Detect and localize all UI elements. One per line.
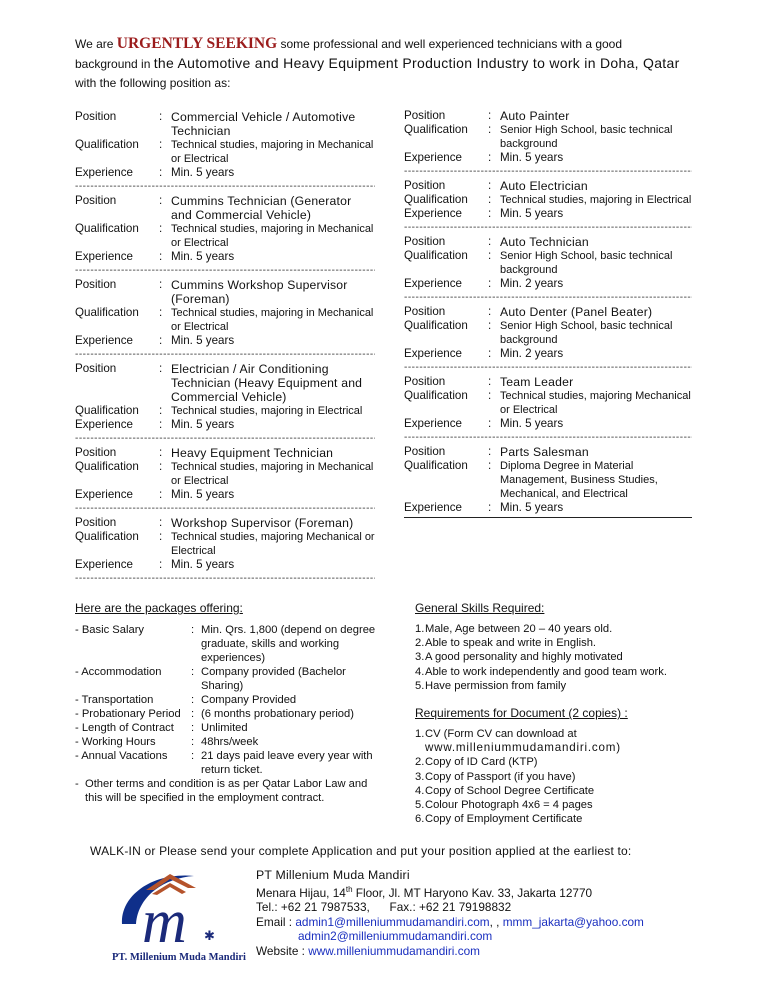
position-value: Parts Salesman xyxy=(500,445,589,459)
email-link-1[interactable]: admin1@milleniummudamandiri.com xyxy=(295,914,490,929)
logo-caption: PT. Millenium Muda Mandiri xyxy=(112,952,246,963)
package-item xyxy=(75,749,387,777)
qualification-label: Qualification xyxy=(75,530,139,543)
experience-value: Min. 5 years xyxy=(171,334,235,347)
website-line xyxy=(256,944,726,959)
skills-list xyxy=(415,622,715,693)
cv-download-link[interactable]: www.milleniummudamandiri.com) xyxy=(425,741,621,755)
company-address: Menara Hijau, 14th Floor, Jl. MT Haryono Kav. 33, Jakarta 12770 xyxy=(256,884,593,900)
qualification-row xyxy=(404,193,692,207)
package-value: Company provided (Bachelor Sharing) xyxy=(201,666,346,692)
dashed-divider xyxy=(75,432,375,446)
colon: : xyxy=(159,404,163,417)
qualification-value: Senior High School, basic technical background xyxy=(500,124,673,150)
position-label: Position xyxy=(404,235,446,248)
package-value: 48hrs/week xyxy=(201,736,259,748)
experience-row xyxy=(75,166,375,180)
job-entry xyxy=(404,445,692,515)
positions-right-column xyxy=(404,109,692,518)
package-value: 21 days paid leave every year with return ticket. xyxy=(201,750,373,776)
logo-letter: m xyxy=(142,888,187,956)
position-label: Position xyxy=(75,110,117,123)
colon: : xyxy=(488,179,492,192)
position-value: Cummins Technician (Generator and Commercial Vehicle) xyxy=(171,194,352,222)
qualification-value: Technical studies, majoring in Mechanical or Electrical xyxy=(171,223,374,249)
colon: : xyxy=(488,375,492,388)
package-item xyxy=(75,735,387,749)
dashed-divider xyxy=(404,361,692,375)
colon: : xyxy=(488,235,492,248)
qualification-label: Qualification xyxy=(75,306,139,319)
document-number: 6. xyxy=(415,813,425,826)
position-value: Commercial Vehicle / Automotive Technician xyxy=(171,110,356,138)
phone-label: Tel.: xyxy=(256,900,281,915)
experience-label: Experience xyxy=(75,558,134,571)
colon: : xyxy=(159,110,163,123)
experience-value: Min. 5 years xyxy=(500,151,564,164)
package-key: - Annual Vacations xyxy=(75,750,168,762)
packages-list xyxy=(75,623,387,777)
note-dash: - xyxy=(75,778,79,790)
qualification-value: Technical studies, majoring in Mechanical or Electrical xyxy=(171,461,374,487)
qualification-label: Qualification xyxy=(75,404,139,417)
dashed-divider xyxy=(75,180,375,194)
position-row xyxy=(75,362,375,404)
experience-row xyxy=(404,277,692,291)
position-row xyxy=(404,305,692,319)
qualification-row xyxy=(404,249,692,277)
position-value: Auto Electrician xyxy=(500,179,588,193)
colon: : xyxy=(159,460,163,473)
colon: : xyxy=(191,750,195,762)
fax-label: Fax.: xyxy=(389,900,419,915)
position-label: Position xyxy=(404,375,446,388)
urgent-headline: URGENTLY SEEKING xyxy=(116,35,278,52)
qualification-label: Qualification xyxy=(404,389,468,402)
experience-label: Experience xyxy=(75,166,134,179)
colon: : xyxy=(159,250,163,263)
position-label: Position xyxy=(75,446,117,459)
qualification-row xyxy=(404,123,692,151)
job-entry xyxy=(404,109,692,165)
document-number: 5. xyxy=(415,799,425,812)
position-label: Position xyxy=(75,362,117,375)
colon: : xyxy=(488,207,492,220)
colon: : xyxy=(191,666,195,678)
dashed-divider xyxy=(75,264,375,278)
document-item xyxy=(415,784,715,798)
qualification-row xyxy=(75,460,375,488)
position-row xyxy=(75,278,375,306)
qualification-label: Qualification xyxy=(404,459,468,472)
colon: : xyxy=(159,530,163,543)
colon: : xyxy=(488,501,492,514)
walkin-text: or Please send your complete Application and put your position applied at the earliest to: xyxy=(140,844,632,858)
qualification-row xyxy=(75,222,375,250)
logo-graphic xyxy=(112,866,252,966)
position-row xyxy=(404,445,692,459)
note-text: Other terms and condition is as per Qatar Labor Law and this will be specified in the employment contract. xyxy=(85,778,368,804)
position-label: Position xyxy=(404,109,446,122)
job-entry xyxy=(75,278,375,348)
job-entry xyxy=(75,362,375,432)
position-value: Workshop Supervisor (Foreman) xyxy=(171,516,354,530)
qualification-row xyxy=(404,389,692,417)
walkin-line xyxy=(90,843,710,859)
colon: : xyxy=(159,166,163,179)
colon: : xyxy=(488,193,492,206)
document-number: 3. xyxy=(415,770,425,783)
phone-fax-line xyxy=(256,900,726,915)
experience-value: Min. 2 years xyxy=(500,277,564,290)
job-entry xyxy=(404,305,692,361)
qualification-value: Senior High School, basic technical background xyxy=(500,250,673,276)
position-label: Position xyxy=(404,305,446,318)
position-value: Team Leader xyxy=(500,375,574,389)
position-value: Electrician / Air Conditioning Technician (Heavy Equipment and Commercial Vehicle) xyxy=(171,362,363,404)
documents-list-rest xyxy=(415,755,715,826)
skill-item xyxy=(415,650,715,664)
position-value: Auto Painter xyxy=(500,109,570,123)
positions-left-column xyxy=(75,110,375,586)
colon: : xyxy=(159,194,163,207)
colon: : xyxy=(488,109,492,122)
job-entry xyxy=(404,179,692,221)
package-value: Company Provided xyxy=(201,694,297,706)
document-item-text: CV (Form CV can download at xyxy=(425,728,577,741)
email-line-2 xyxy=(256,929,726,944)
qualification-value: Technical studies, majoring Mechanical or Electrical xyxy=(500,390,691,416)
job-entry xyxy=(404,375,692,431)
dashed-divider xyxy=(75,502,375,516)
colon: : xyxy=(488,249,492,262)
company-logo xyxy=(112,866,252,966)
qualification-value: Senior High School, basic technical background xyxy=(500,320,673,346)
package-key: - Transportation xyxy=(75,694,154,706)
email-link-3[interactable]: admin2@milleniummudamandiri.com xyxy=(298,929,493,944)
experience-row xyxy=(404,151,692,165)
experience-value: Min. 5 years xyxy=(171,166,235,179)
qualification-row xyxy=(75,404,375,418)
experience-label: Experience xyxy=(404,151,463,164)
company-name: PT Millenium Muda Mandiri xyxy=(256,868,410,882)
skill-number: 3. xyxy=(415,651,425,664)
skill-number: 4. xyxy=(415,665,425,678)
skill-text: Male, Age between 20 – 40 years old. xyxy=(425,623,613,635)
document-number: 2. xyxy=(415,756,425,769)
colon: : xyxy=(159,306,163,319)
document-text: Colour Photograph 4x6 = 4 pages xyxy=(425,799,593,812)
position-row xyxy=(404,235,692,249)
colon: : xyxy=(191,708,195,720)
experience-value: Min. 5 years xyxy=(500,207,564,220)
document-item xyxy=(415,812,715,826)
intro-pre: We are xyxy=(75,37,117,51)
website-label: Website : xyxy=(256,943,309,958)
dashed-divider xyxy=(404,221,692,235)
job-entry xyxy=(75,194,375,264)
document-text: Copy of ID Card (KTP) xyxy=(425,756,538,769)
package-key: - Accommodation xyxy=(75,666,162,678)
experience-value: Min. 5 years xyxy=(500,417,564,430)
package-key: - Working Hours xyxy=(75,736,156,748)
position-row xyxy=(404,179,692,193)
qualification-value: Diploma Degree in Material Management, Business Studies, Mechanical, and Electrical xyxy=(500,460,658,500)
section-divider xyxy=(404,517,692,518)
package-item xyxy=(75,707,387,721)
colon: : xyxy=(159,222,163,235)
qualification-label: Qualification xyxy=(75,222,139,235)
qualification-label: Qualification xyxy=(75,138,139,151)
qualification-label: Qualification xyxy=(404,123,468,136)
colon: : xyxy=(488,319,492,332)
walkin-lead: WALK-IN xyxy=(90,844,141,858)
position-value: Heavy Equipment Technician xyxy=(171,446,334,460)
colon: : xyxy=(159,516,163,529)
qualification-value: Technical studies, majoring in Mechanical or Electrical xyxy=(171,139,374,165)
dashed-divider xyxy=(75,348,375,362)
position-row xyxy=(75,110,375,138)
colon: : xyxy=(191,694,195,706)
skill-text: Able to work independently and good team work. xyxy=(425,665,667,678)
colon: : xyxy=(159,278,163,291)
position-label: Position xyxy=(75,278,117,291)
website-link[interactable]: www.milleniummudamandiri.com xyxy=(308,943,480,958)
document-item xyxy=(415,798,715,812)
colon: : xyxy=(159,446,163,459)
qualification-row xyxy=(75,530,375,558)
document-text: Copy of Employment Certificate xyxy=(425,813,583,826)
colon: : xyxy=(488,347,492,360)
skills-section xyxy=(415,600,715,826)
intro-paragraph xyxy=(75,34,687,93)
package-value: (6 months probationary period) xyxy=(201,708,354,720)
experience-value: Min. 5 years xyxy=(500,501,564,514)
package-item xyxy=(75,693,387,707)
colon: : xyxy=(191,722,195,734)
position-value: Auto Technician xyxy=(500,235,589,249)
documents-heading: Requirements for Document (2 copies) : xyxy=(415,706,628,721)
qualification-value: Technical studies, majoring in Electrical xyxy=(171,405,363,417)
experience-row xyxy=(75,488,375,502)
job-entry xyxy=(404,235,692,291)
colon: : xyxy=(488,417,492,430)
qualification-label: Qualification xyxy=(404,193,468,206)
email-link-2[interactable]: mmm_jakarta@yahoo.com xyxy=(502,914,644,929)
skill-number: 2. xyxy=(415,637,425,650)
logo-star-icon: ✱ xyxy=(204,929,215,944)
intro-post: with the following position as: xyxy=(75,76,231,90)
qualification-value: Technical studies, majoring in Electrical xyxy=(500,194,692,206)
document-text: Copy of Passport (if you have) xyxy=(425,770,576,783)
qualification-label: Qualification xyxy=(75,460,139,473)
experience-row xyxy=(404,417,692,431)
colon: : xyxy=(488,277,492,290)
position-value: Cummins Workshop Supervisor (Foreman) xyxy=(171,278,348,306)
document-number: 4. xyxy=(415,784,425,797)
packages-note xyxy=(75,777,387,805)
dashed-divider xyxy=(404,431,692,445)
job-entry xyxy=(75,110,375,180)
qualification-row xyxy=(404,459,692,501)
position-value: Auto Denter (Panel Beater) xyxy=(500,305,653,319)
intro-mid: some professional and well experienced technicians with a good background in xyxy=(75,37,623,71)
package-value: Min. Qrs. 1,800 (depend on degree graduate, skills and working experiences) xyxy=(201,624,376,664)
experience-value: Min. 5 years xyxy=(171,488,235,501)
skill-item xyxy=(415,636,715,650)
experience-label: Experience xyxy=(75,488,134,501)
experience-label: Experience xyxy=(404,277,463,290)
position-row xyxy=(75,446,375,460)
skills-heading: General Skills Required: xyxy=(415,601,545,615)
qualification-row xyxy=(404,319,692,347)
colon: : xyxy=(488,389,492,402)
skill-number: 5. xyxy=(415,679,425,692)
document-item xyxy=(415,770,715,784)
colon: : xyxy=(488,123,492,136)
experience-label: Experience xyxy=(404,417,463,430)
job-entry xyxy=(75,516,375,572)
document-item: 1. CV (Form CV can download at www.milleniummudamandiri.com) xyxy=(415,728,621,755)
position-label: Position xyxy=(75,516,117,529)
contact-block xyxy=(256,868,726,958)
position-row xyxy=(404,109,692,123)
colon: : xyxy=(159,334,163,347)
experience-label: Experience xyxy=(404,207,463,220)
experience-label: Experience xyxy=(404,347,463,360)
package-key: - Basic Salary xyxy=(75,624,145,636)
colon: : xyxy=(159,418,163,431)
documents-list xyxy=(415,727,715,755)
dashed-divider xyxy=(75,572,375,586)
skill-text: Have permission from family xyxy=(425,679,567,692)
experience-label: Experience xyxy=(404,501,463,514)
experience-value: Min. 2 years xyxy=(500,347,564,360)
industry-text: the Automotive and Heavy Equipment Production Industry to work in Doha, Qatar xyxy=(153,55,680,71)
colon: : xyxy=(488,445,492,458)
experience-row xyxy=(404,501,692,515)
experience-label: Experience xyxy=(75,250,134,263)
colon: : xyxy=(159,488,163,501)
skill-item xyxy=(415,622,715,636)
qualification-row xyxy=(75,138,375,166)
packages-section xyxy=(75,600,387,805)
qualification-value: Technical studies, majoring Mechanical or Electrical xyxy=(171,531,375,557)
colon: : xyxy=(159,138,163,151)
phone-number: +62 21 7987533, xyxy=(280,900,370,915)
experience-value: Min. 5 years xyxy=(171,558,235,571)
experience-row xyxy=(75,418,375,432)
position-row xyxy=(75,516,375,530)
document-item xyxy=(415,755,715,769)
skill-number: 1. xyxy=(415,623,425,635)
experience-row xyxy=(404,207,692,221)
dashed-divider xyxy=(404,291,692,305)
email-label: Email : xyxy=(256,914,296,929)
skill-text: Able to speak and write in English. xyxy=(425,637,597,650)
package-key: - Probationary Period xyxy=(75,708,181,720)
colon: : xyxy=(191,736,195,748)
colon: : xyxy=(159,558,163,571)
dashed-divider xyxy=(404,165,692,179)
document-text: Copy of School Degree Certificate xyxy=(425,784,595,797)
fax-number: +62 21 79198832 xyxy=(419,900,512,915)
qualification-label: Qualification xyxy=(404,319,468,332)
experience-value: Min. 5 years xyxy=(171,418,235,431)
experience-value: Min. 5 years xyxy=(171,250,235,263)
qualification-value: Technical studies, majoring in Mechanical or Electrical xyxy=(171,307,374,333)
skill-item xyxy=(415,665,715,679)
packages-heading: Here are the packages offering: xyxy=(75,601,243,615)
package-item xyxy=(75,623,387,665)
experience-row xyxy=(75,558,375,572)
package-value: Unlimited xyxy=(201,722,248,734)
qualification-row xyxy=(75,306,375,334)
colon: : xyxy=(488,151,492,164)
colon: : xyxy=(488,305,492,318)
position-label: Position xyxy=(404,445,446,458)
experience-row xyxy=(75,334,375,348)
skill-text: A good personality and highly motivated xyxy=(425,651,623,664)
package-item xyxy=(75,665,387,693)
colon: : xyxy=(191,624,195,636)
qualification-label: Qualification xyxy=(404,249,468,262)
experience-row xyxy=(75,250,375,264)
package-key: - Length of Contract xyxy=(75,722,174,734)
position-label: Position xyxy=(404,179,446,192)
experience-row xyxy=(404,347,692,361)
experience-label: Experience xyxy=(75,334,134,347)
colon: : xyxy=(159,362,163,375)
email-line: Email : admin1@milleniummudamandiri.com, , mmm_jakarta@yahoo.com xyxy=(256,914,644,929)
position-label: Position xyxy=(75,194,117,207)
experience-label: Experience xyxy=(75,418,134,431)
skill-item xyxy=(415,679,715,693)
package-item xyxy=(75,721,387,735)
position-row xyxy=(75,194,375,222)
position-row xyxy=(404,375,692,389)
colon: : xyxy=(488,459,492,472)
job-entry xyxy=(75,446,375,502)
